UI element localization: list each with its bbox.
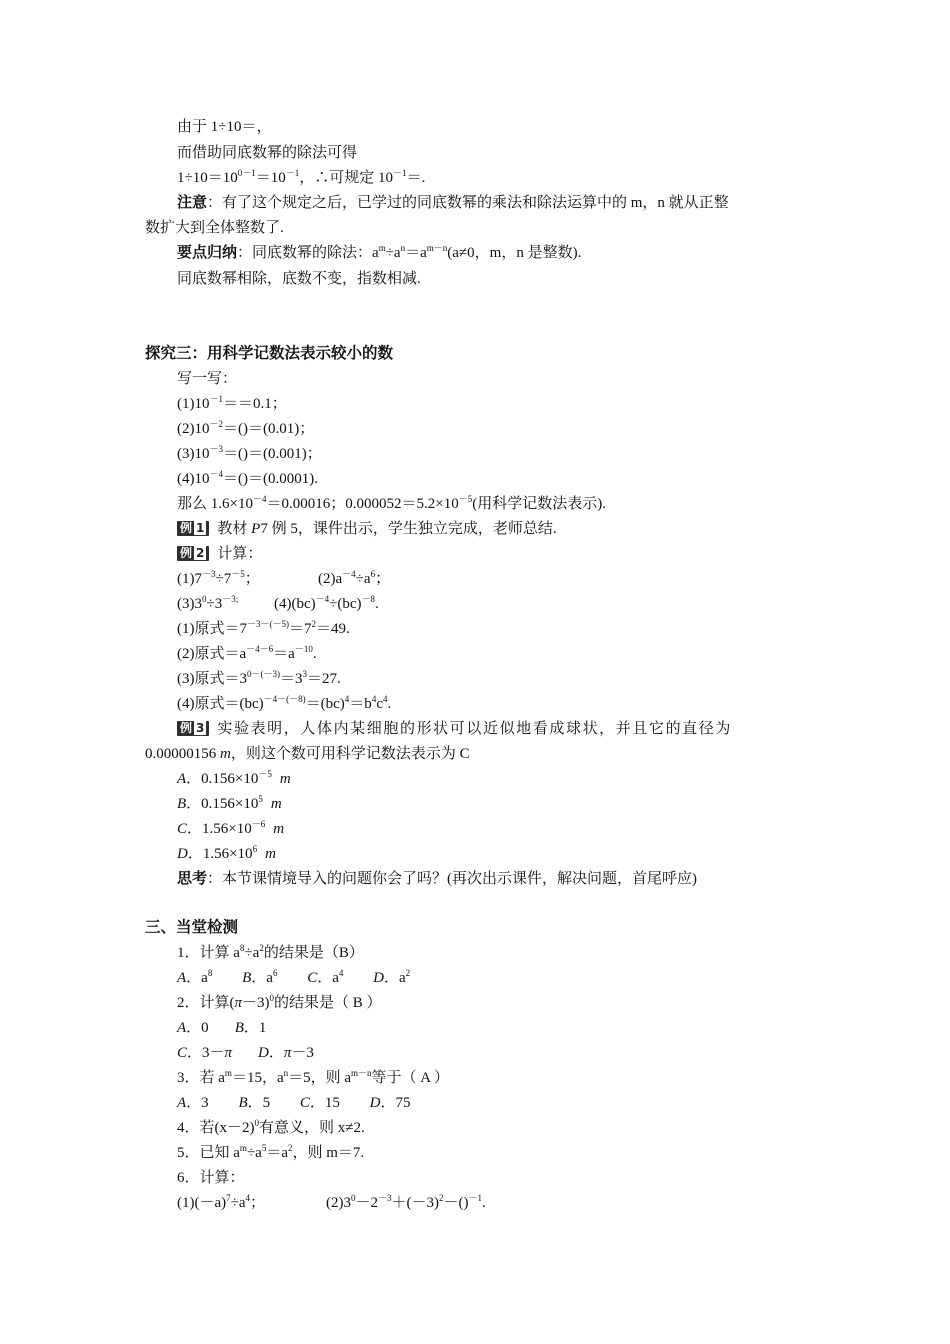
question-line: $(3)3^0\div 3^{-3;}$ (177, 594, 239, 612)
equation-line: $(2)10^{-2}=()=(0.01)$； (177, 419, 315, 437)
answer-line: (1)原式$=7^{-3-(-5)}=7^2=49$. (177, 619, 350, 637)
option-a: A．$0.156\times 10^{-5}$ m (177, 769, 291, 787)
example-3-continuation: 0.00000156 m，则这个数可用科学记数法表示为 C (145, 746, 470, 762)
test-question-6-part-1: $(1)(-a)^7\div a^4$； (177, 1193, 266, 1211)
think-line: 思考：本节课情境导入的问题你会了吗？(再次出示课件，解决问题，首尾呼应) (177, 871, 698, 887)
option-c: C．$1.56\times 10^{-6}$ m (177, 819, 285, 837)
section-heading: 探究三：用科学记数法表示较小的数 (145, 345, 394, 362)
test-question-5: 5．已知 $a^m\div a^5=a^2$，则 m＝7. (177, 1143, 365, 1161)
example-1: 例 1 教材 P7 例 5，课件出示，学生独立完成，老师总结. (177, 519, 557, 539)
question-line: $(2)a^{-4}\div a^6$； (318, 569, 391, 587)
example-2: 例 2 计算： (177, 544, 262, 564)
note-label: 注意 (177, 195, 208, 211)
test-question-1: 1．计算 $a^8\div a^2$的结果是（B） (177, 943, 364, 961)
test-question-6: 6．计算： (177, 1170, 245, 1186)
option-d: D．$1.56\times 10^6$ m (177, 844, 276, 862)
answer-line: (4)原式$=(bc)^{-4-(-8)}=(bc)^4=b^4c^4$. (177, 694, 392, 712)
example-3: 例 3 实验表明，人体内某细胞的形状可以近似地看成球状，并且它的直径为 (177, 719, 732, 739)
example-badge: 例 2 (177, 546, 209, 561)
question-line: (4)(bc)$^{-4}$÷(bc)$^{-8}$. (274, 594, 379, 612)
rule-line: 同底数幂相除，底数不变，指数相减. (177, 271, 421, 287)
test-question-6-part-2: $(2)3^0-2^{-3}+(-3)^2-()^{-1}$. (326, 1193, 486, 1211)
equation-line: $(3)10^{-3}=()=(0.001)$； (177, 444, 322, 462)
equation-line: $(4)10^{-4}=()=(0.0001)$. (177, 469, 318, 487)
section-heading: 三、当堂检测 (145, 919, 239, 936)
text-line: 由于 1÷10＝， (177, 119, 272, 135)
example-badge: 例 1 (177, 521, 209, 536)
note-line: 注意：有了这个规定之后，已学过的同底数幂的乘法和除法运算中的 m，n 就从正整 (177, 195, 729, 211)
test-options-1: A．$a^8$ B．$a^6$ C．$a^4$ D．$a^2$ (177, 968, 411, 986)
test-question-2: 2．计算$(\pi-3)^0$的结果是（ B ） (177, 993, 382, 1011)
equation-line: $1\div 10=10^{0-1}=10^{-1}$，∴可规定 $10^{-1}=$. (177, 168, 426, 186)
question-line: $(1)7^{-3}\div 7^{-5}$； (177, 569, 260, 587)
test-options-2a: A．0 B．1 (177, 1020, 267, 1036)
test-question-4: 4．若$(x-2)^0$有意义，则 x≠2. (177, 1118, 365, 1136)
key-point-line: 要点归纳：同底数幂的除法：$a^m\div a^n=a^{m-n}(a\ne 0$，m，n 是整数). (177, 243, 582, 261)
note-continuation: 数扩大到全体整数了. (145, 220, 284, 236)
text-line: 写一写： (177, 371, 238, 387)
answer-line: (3)原式$=3^{0-(-3)}=3^3=27$. (177, 669, 341, 687)
equation-line: $(1)10^{-1}==0.1$； (177, 394, 287, 412)
test-options-3: A．3 B．5 C．15 D．75 (177, 1095, 411, 1111)
test-question-3: 3．若 $a^m=15$，$a^n=5$，则 $a^{m-n}$等于（ A ） (177, 1068, 450, 1086)
answer-line: (2)原式$=a^{-4-6}=a^{-10}$. (177, 644, 317, 662)
text-line: 那么 $1.6\times 10^{-4}=0.00016$；$0.000052=5.2\times 10^{-5}$(用科学记数法表示). (177, 494, 606, 512)
think-label: 思考 (177, 871, 208, 887)
example-badge: 例 3 (177, 721, 209, 736)
text-line: 而借助同底数幂的除法可得 (177, 145, 358, 161)
key-point-label: 要点归纳 (177, 245, 238, 261)
test-options-2b: C．3－π D．π－3 (177, 1045, 314, 1061)
option-b: B．$0.156\times 10^5$ m (177, 794, 282, 812)
